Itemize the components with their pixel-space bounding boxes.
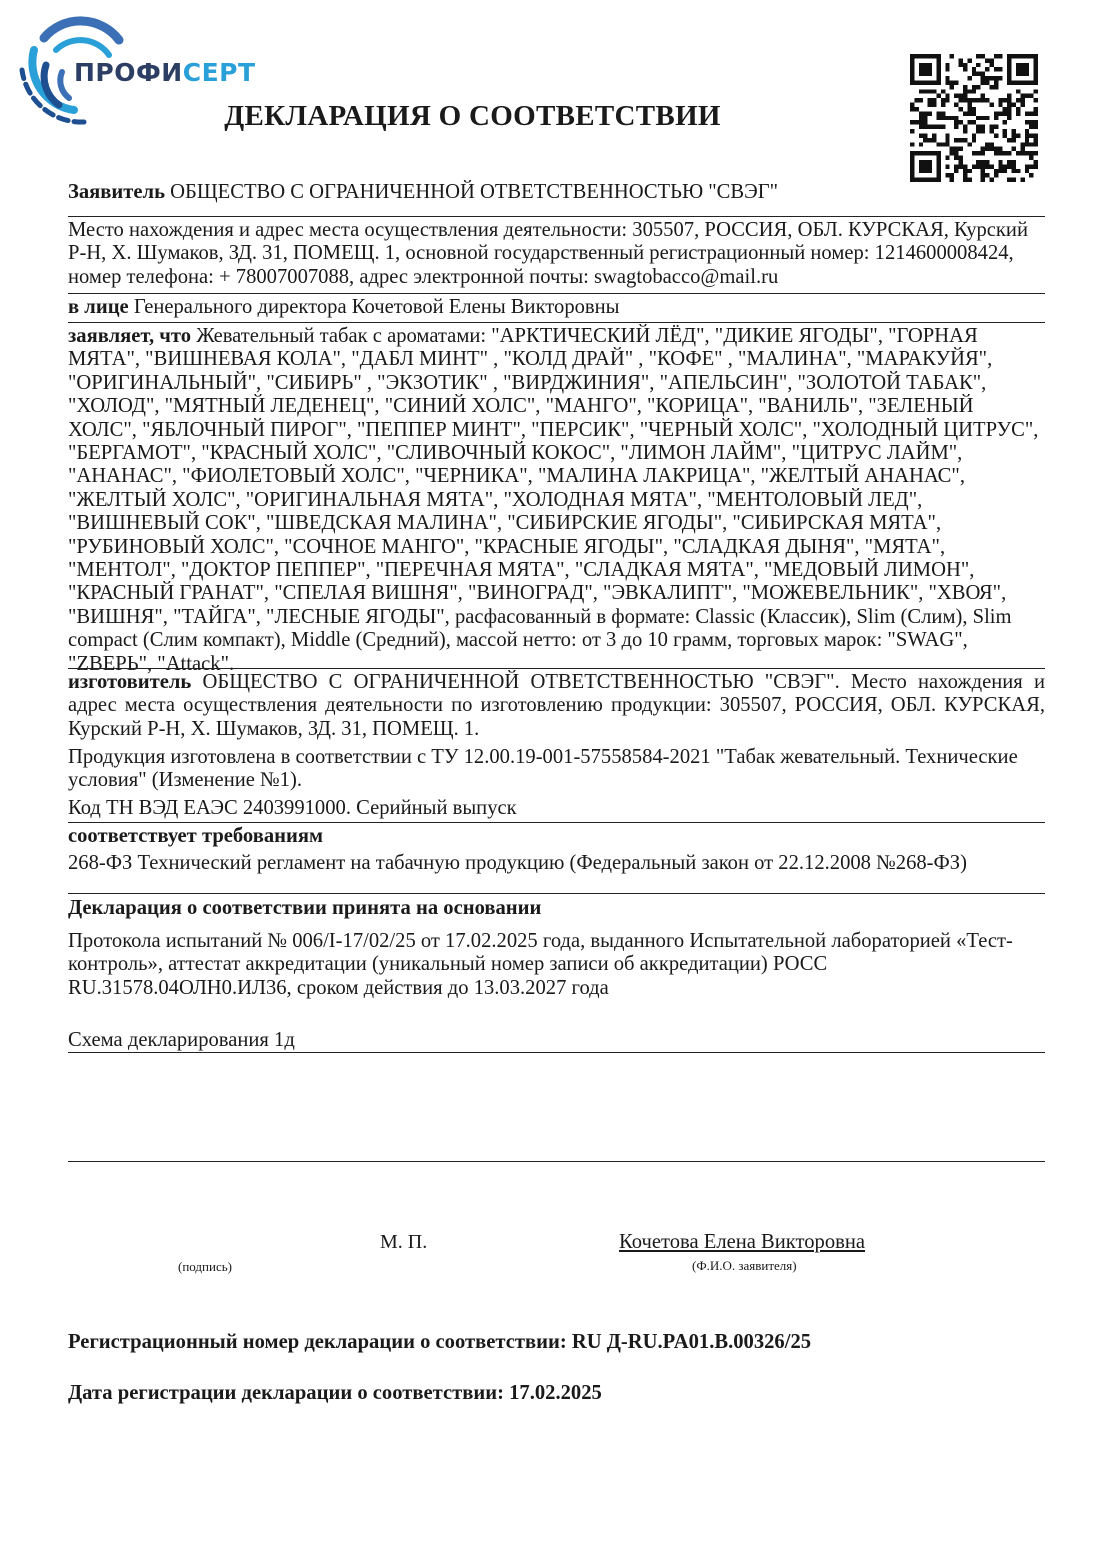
applicant-value: ОБЩЕСТВО С ОГРАНИЧЕННОЙ ОТВЕТСТВЕННОСТЬЮ "СВЭГ"	[170, 181, 779, 203]
divider	[68, 216, 1045, 217]
basis-label: Декларация о соответствии принята на основании	[68, 897, 542, 919]
manufacturer-code: Код ТН ВЭД ЕАЭС 2403991000. Серийный выпуск	[68, 797, 517, 819]
person-label: в лице	[68, 296, 129, 318]
name-caption: (Ф.И.О. заявителя)	[692, 1258, 797, 1273]
stamp-placeholder: М. П.	[380, 1231, 428, 1253]
person-value: Генерального директора Кочетовой Елены Викторовны	[133, 296, 620, 318]
requirements-value: 268-ФЗ Технический регламент на табачную продукцию (Федеральный закон от 22.12.2008 №268-ФЗ)	[68, 852, 967, 874]
manufacturer-label: изготовитель	[68, 671, 192, 693]
address-section	[68, 219, 1045, 289]
divider	[68, 1052, 1045, 1053]
scheme-text: Схема декларирования 1д	[68, 1029, 295, 1051]
registration-number-label: Регистрационный номер декларации о соответствии:	[68, 1331, 567, 1353]
requirements-label: соответствует требованиям	[68, 825, 324, 847]
registration-number	[68, 1331, 811, 1354]
signature-caption: (подпись)	[178, 1259, 232, 1274]
signatory-name: Кочетова Елена Викторовна	[619, 1231, 866, 1253]
manufacturer-value: ОБЩЕСТВО С ОГРАНИЧЕННОЙ ОТВЕТСТВЕННОСТЬЮ "СВЭГ". Место нахождения и адрес места осуществления деятельности по изготовлению продукции: 305507, РОССИЯ, ОБЛ. КУРСКАЯ, Курский Р-Н, Х. Шумаков, ЗД. 31, ПОМЕЩ. 1.	[68, 671, 1045, 740]
manufacturer-tu: Продукция изготовлена в соответствии с ТУ 12.00.19-001-57558584-2021 "Табак жевательный. Технические условия" (Изменение №1).	[68, 746, 1018, 792]
divider	[68, 293, 1045, 294]
declares-value: Жевательный табак с ароматами: "АРКТИЧЕСКИЙ ЛЁД", "ДИКИЕ ЯГОДЫ", "ГОРНАЯ МЯТА", "ВИШНЕВАЯ КОЛА", "ДАБЛ МИНТ" , "КОЛД ДРАЙ" , "КОФЕ" , "МАЛИНА", "МАРАКУЙЯ", "ОРИГИНАЛЬНЫЙ", "СИБИРЬ" , "ЭКЗОТИК" , "ВИРДЖИНИЯ", "АПЕЛЬСИН", "ЗОЛОТОЙ ТАБАК", "ХОЛОД", "МЯТНЫЙ ЛЕДЕНЕЦ", "СИНИЙ ХОЛС", "МАНГО", "КОРИЦА", "ВАНИЛЬ", "ЗЕЛЕНЫЙ ХОЛС", "ЯБЛОЧНЫЙ ПИРОГ", "ПЕППЕР МИНТ", "ПЕРСИК", "ЧЕРНЫЙ ХОЛС", "ХОЛОДНЫЙ ЦИТРУС", "БЕРГАМОТ", "КРАСНЫЙ ХОЛС", "СЛИВОЧНЫЙ КОКОС", "ЛИМОН ЛАЙМ", "ЦИТРУС ЛАЙМ", "АНАНАС", "ФИОЛЕТОВЫЙ ХОЛС", "ЧЕРНИКА", "МАЛИНА ЛАКРИЦА", "ЖЕЛТЫЙ АНАНАС", "ЖЕЛТЫЙ ХОЛС", "ОРИГИНАЛЬНАЯ МЯТА", "ХОЛОДНАЯ МЯТА", "МЕНТОЛОВЫЙ ЛЕД", "ВИШНЕВЫЙ СОК", "ШВЕДСКАЯ МАЛИНА", "СИБИРСКИЕ ЯГОДЫ", "СИБИРСКАЯ МЯТА", "РУБИНОВЫЙ ХОЛС", "СОЧНОЕ МАНГО", "КРАСНЫЕ ЯГОДЫ", "СЛАДКАЯ ДЫНЯ", "МЯТА", "МЕНТОЛ", "ДОКТОР ПЕППЕР", "ПЕРЕЧНАЯ МЯТА", "СЛАДКАЯ МЯТА", "МЕДОВЫЙ ЛИМОН", "КРАСНЫЙ ГРАНАТ", "СПЕЛАЯ ВИШНЯ", "ВИНОГРАД", "ЭВКАЛИПТ", "МОЖЕВЕЛЬНИК", "ХВОЯ", "ВИШНЯ", "ТАЙГА", "ЛЕСНЫЕ ЯГОДЫ", расфасованный в формате: Classic (Классик), Slim (Слим), Slim compact (Слим компакт), Middle (Средний), массой нетто: от 3 до 10 грамм, торговых марок: "SWAG", "ZВЕРЬ", "Attack".	[68, 325, 1039, 675]
applicant-label: Заявитель	[68, 181, 165, 203]
registration-date-label: Дата регистрации декларации о соответствии:	[68, 1382, 504, 1404]
logo-wordmark: ПРОФИСЕРТ	[74, 58, 256, 87]
basis-value: Протокола испытаний № 006/I-17/02/25 от 17.02.2025 года, выданного Испытательной лабораторией «Тест-контроль», аттестат аккредитации (уникальный номер записи об аккредитации) РОСС RU.31578.04ОЛН0.ИЛ36, сроком действия до 13.03.2027 года	[68, 930, 1013, 999]
declares-label: заявляет, что	[68, 325, 192, 347]
divider	[68, 822, 1045, 823]
divider	[68, 668, 1045, 669]
declares-section	[68, 325, 1045, 676]
person-section	[68, 296, 1045, 319]
registration-number-value: RU Д-RU.PA01.B.00326/25	[571, 1331, 812, 1353]
page-title: ДЕКЛАРАЦИЯ О СООТВЕТСТВИИ	[224, 100, 721, 132]
manufacturer-section	[68, 671, 1045, 741]
divider	[68, 893, 1045, 894]
registration-date	[68, 1382, 602, 1405]
address-text: Место нахождения и адрес места осуществления деятельности: 305507, РОССИЯ, ОБЛ. КУРСКАЯ, Курский Р-Н, Х. Шумаков, ЗД. 31, ПОМЕЩ. 1, основной государственный регистрационный номер: 1214600008424, номер телефона: + 78007007088, адрес электронной почты: swagtobacco@mail.ru	[68, 219, 1028, 288]
divider	[68, 322, 1045, 323]
registration-date-value: 17.02.2025	[509, 1382, 602, 1404]
divider	[68, 1161, 1045, 1162]
applicant-section	[68, 181, 1045, 204]
